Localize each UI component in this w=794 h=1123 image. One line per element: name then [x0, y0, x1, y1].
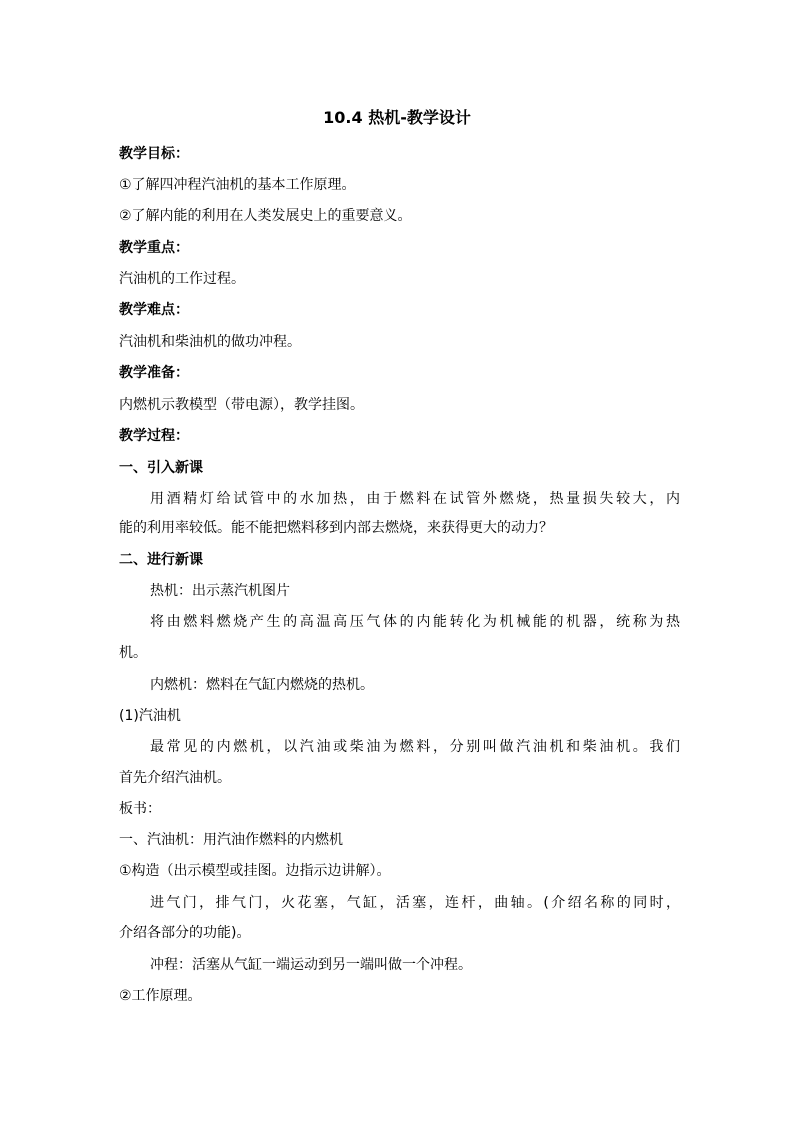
structure-line: ①构造（出示模型或挂图。边指示边讲解）。 [119, 863, 391, 879]
difficulty-heading: 教学难点： [119, 302, 189, 318]
section1-paragraph-line: 用酒精灯给试管中的水加热，由于燃料在试管外燃烧，热量损失较大，内 [150, 491, 680, 507]
heat-engine-line: 热机：出示蒸汽机图片 [150, 583, 290, 599]
board-label: 板书： [119, 801, 161, 817]
preparation-heading: 教学准备： [119, 365, 189, 381]
objectives-heading: 教学目标： [119, 146, 189, 162]
principle-line: ②工作原理。 [119, 988, 202, 1004]
preparation-text: 内燃机示教模型（带电源），教学挂图。 [119, 397, 364, 413]
key-point-heading: 教学重点： [119, 240, 189, 256]
objective-item: ①了解四冲程汽油机的基本工作原理。 [119, 177, 356, 193]
stroke-line: 冲程：活塞从气缸一端运动到另一端叫做一个冲程。 [150, 957, 472, 973]
section2-heading: 二、进行新课 [119, 552, 203, 568]
board-title: 一、汽油机：用汽油作燃料的内燃机 [119, 832, 343, 848]
process-heading: 教学过程： [119, 428, 189, 444]
section1-paragraph-line: 能的利用率较低。能不能把燃料移到内部去燃烧，来获得更大的动力？ [119, 520, 553, 536]
difficulty-text: 汽油机和柴油机的做功冲程。 [119, 334, 301, 350]
parts-line: 介绍各部分的功能)。 [119, 925, 251, 941]
definition-line: 机。 [119, 645, 147, 661]
parts-line: 进气门，排气门，火花塞，气缸，活塞，连杆，曲轴。(介绍名称的同时， [150, 895, 680, 911]
gasoline-paragraph-line: 最常见的内燃机，以汽油或柴油为燃料，分别叫做汽油机和柴油机。我们 [150, 739, 680, 755]
document-title: 10.4 热机-教学设计 [323, 108, 471, 127]
section1-heading: 一、引入新课 [119, 460, 203, 476]
definition-line: 将由燃料燃烧产生的高温高压气体的内能转化为机械能的机器，统称为热 [150, 614, 680, 630]
internal-combustion-line: 内燃机：燃料在气缸内燃烧的热机。 [150, 677, 374, 693]
key-point-text: 汽油机的工作过程。 [119, 271, 245, 287]
gasoline-heading: (1)汽油机 [119, 708, 181, 724]
gasoline-paragraph-line: 首先介绍汽油机。 [119, 770, 231, 786]
objective-item: ②了解内能的利用在人类发展史上的重要意义。 [119, 208, 412, 224]
